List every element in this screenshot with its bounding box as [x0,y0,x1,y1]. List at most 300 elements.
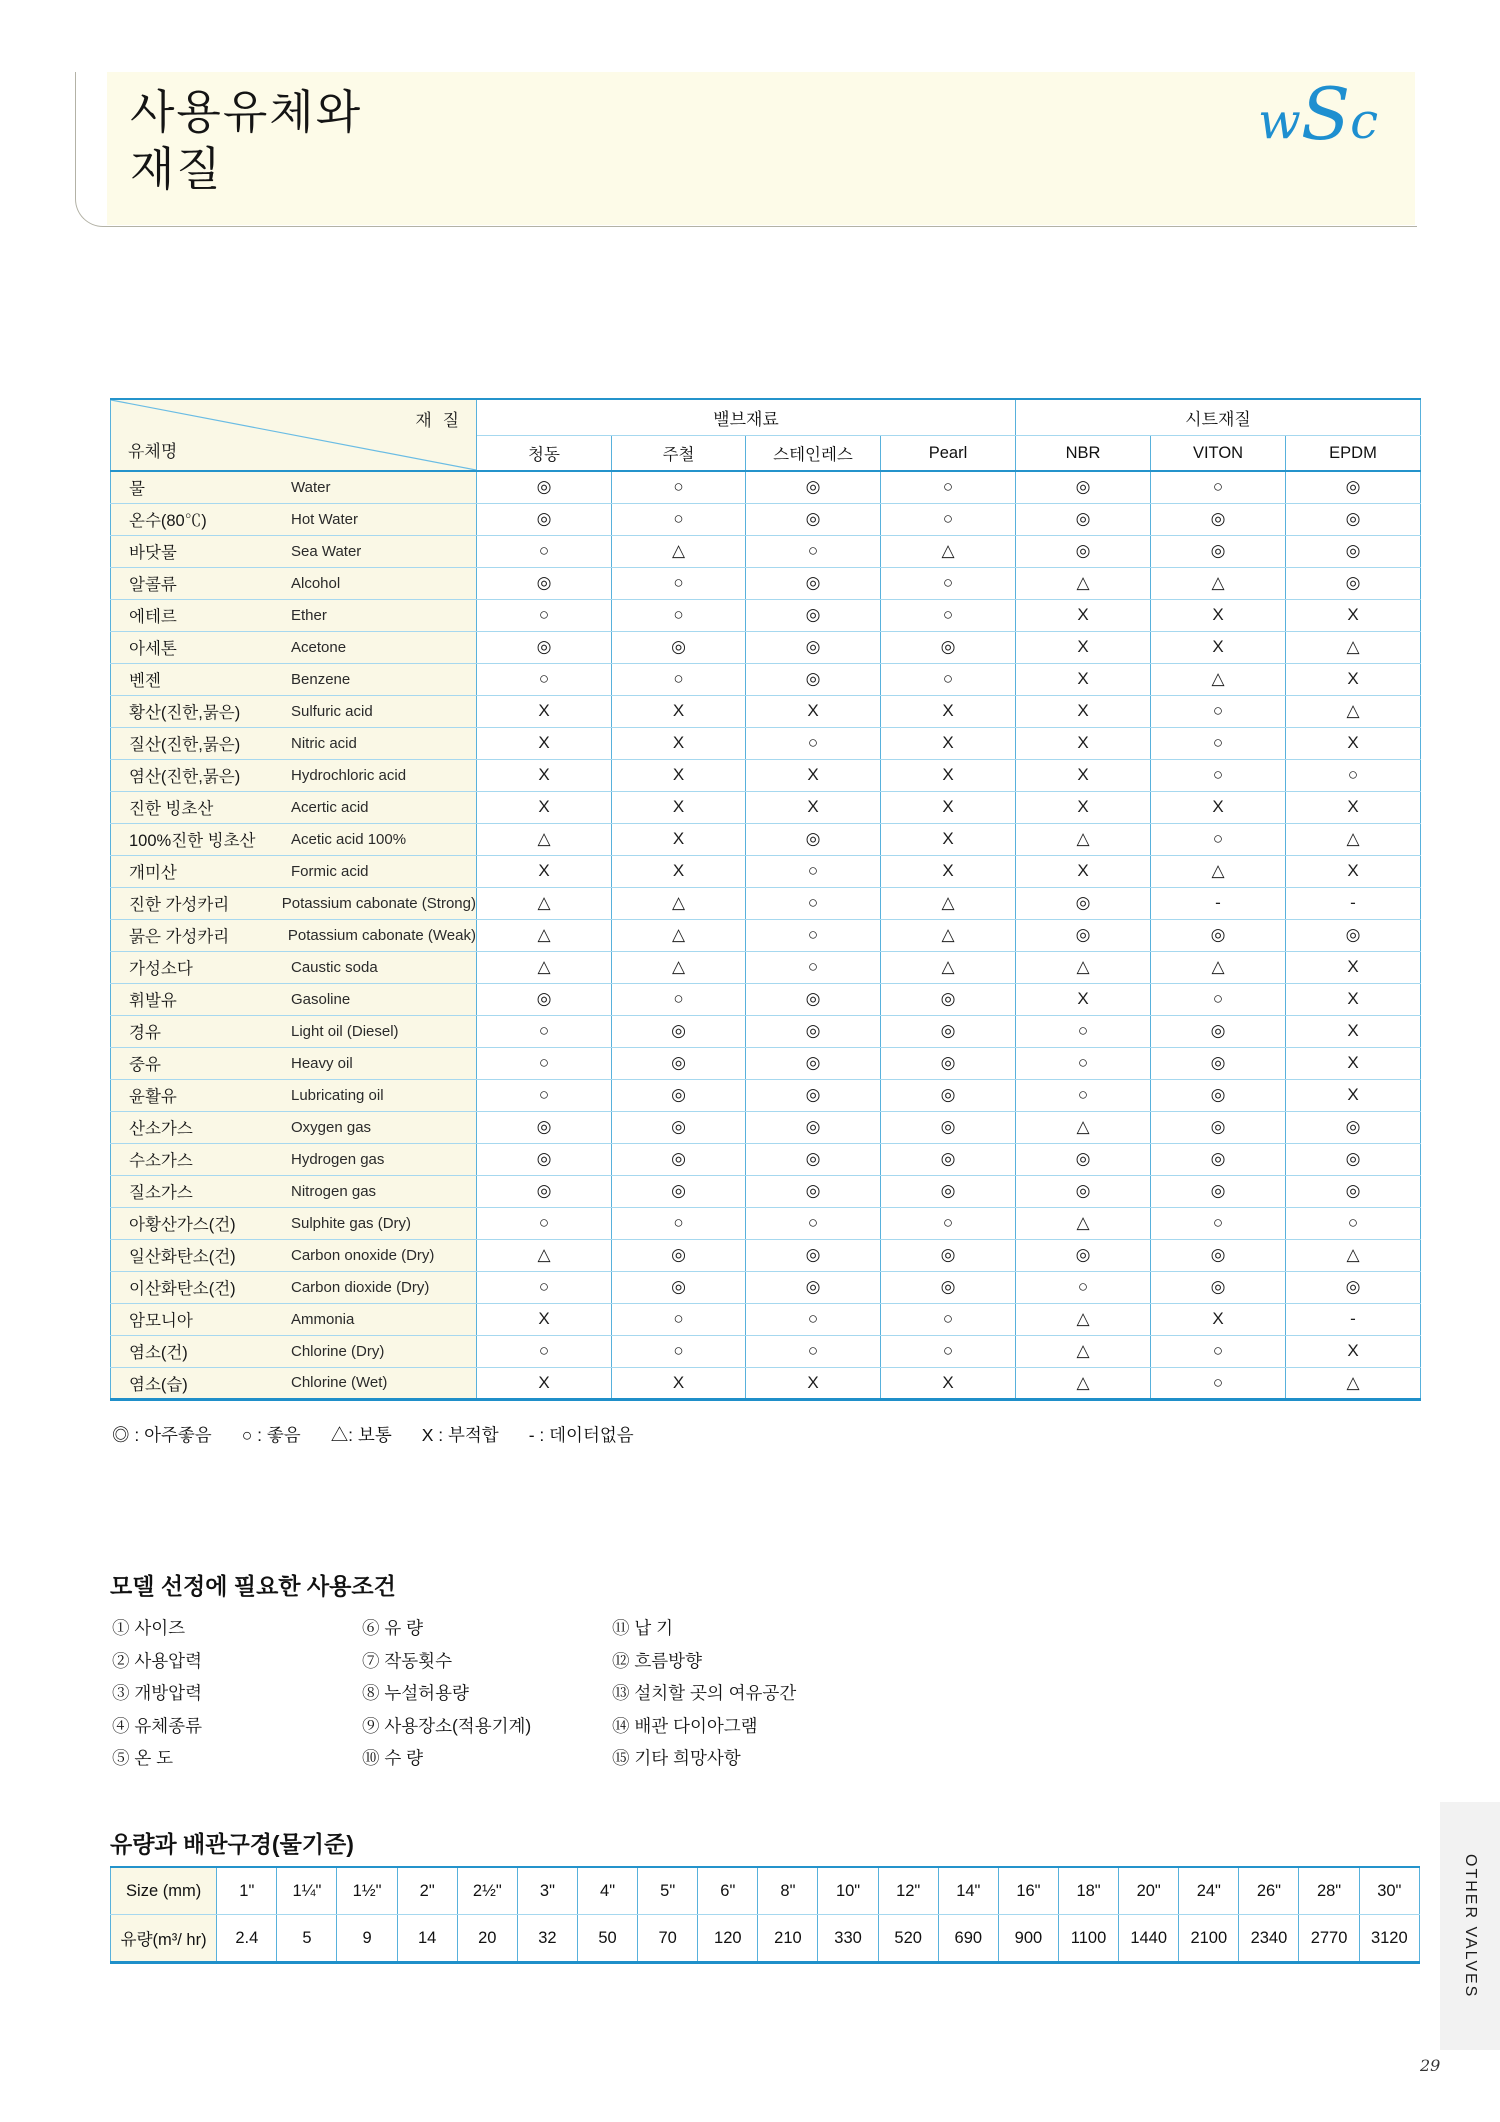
compat-cell: X [612,791,746,823]
fluid-name-en: Acertic acid [291,798,369,816]
compat-cell: X [1286,1015,1421,1047]
flow-size-cell: 3" [517,1867,577,1915]
compat-cell: △ [477,1239,612,1271]
table-row [111,599,1421,631]
compat-cell: X [1016,983,1151,1015]
fluid-name-cell [111,663,477,695]
compat-cell: ○ [1151,727,1286,759]
compat-cell: ◎ [746,1175,881,1207]
fluid-name-kr: 벤젠 [129,672,161,690]
condition-item: ④ 유체종류 [112,1715,202,1736]
compat-cell: △ [1151,663,1286,695]
compat-cell: △ [881,887,1016,919]
compat-cell: X [612,727,746,759]
compat-cell: ○ [612,503,746,535]
flow-value-cell: 2.4 [217,1915,277,1963]
compat-cell: △ [881,535,1016,567]
compat-cell: ◎ [1286,503,1421,535]
compat-cell: ◎ [881,983,1016,1015]
table-row [111,791,1421,823]
compat-cell: X [881,727,1016,759]
compat-cell: X [1016,791,1151,823]
fluid-name-kr: 아황산가스(건) [129,1216,236,1234]
fluid-name-kr: 개미산 [129,864,177,882]
flow-size-cell: 24" [1179,1867,1239,1915]
compat-cell: ○ [612,599,746,631]
flow-value-cell: 3120 [1359,1915,1419,1963]
fluid-name-en: Formic acid [291,862,369,880]
fluid-name-en: Hydrogen gas [291,1150,385,1168]
table-row [111,727,1421,759]
flow-size-cell: 6" [698,1867,758,1915]
conditions-column-2 [362,1612,531,1775]
compat-cell: ○ [881,663,1016,695]
table-row [111,759,1421,791]
logo-letter-s: S [1300,72,1351,156]
compat-cell: ◎ [1016,503,1151,535]
compat-cell: ◎ [1016,1175,1151,1207]
compat-cell: ○ [1151,823,1286,855]
fluid-name-en: Ammonia [291,1310,355,1328]
compat-cell: ◎ [477,471,612,503]
compat-cell: ○ [612,1207,746,1239]
table-row [111,503,1421,535]
compat-cell: - [1286,1303,1421,1335]
compat-cell: ◎ [881,1271,1016,1303]
fluid-name-en: Sea Water [291,542,362,560]
fluid-name-kr: 질소가스 [129,1184,193,1202]
compat-cell: ◎ [477,631,612,663]
fluid-name-cell [111,855,477,887]
compat-cell: X [1151,599,1286,631]
fluid-name-en: Nitrogen gas [291,1182,377,1200]
compat-cell: ○ [477,663,612,695]
table-row [111,855,1421,887]
symbol-legend [112,1422,664,1447]
condition-item: ② 사용압력 [112,1650,202,1671]
page-title-line1: 사용유체와 [130,86,363,138]
table-row [111,1271,1421,1303]
legend-item: X : 부적합 [421,1425,499,1445]
logo-letter-w: w [1258,92,1301,150]
compat-cell: X [612,695,746,727]
fluid-name-kr: 알콜류 [129,576,177,594]
compat-cell: ○ [881,599,1016,631]
table-row [111,1175,1421,1207]
fluid-name-kr: 일산화탄소(건) [129,1248,236,1266]
compat-cell: ○ [1151,1367,1286,1399]
compat-cell: △ [1016,1367,1151,1399]
compat-cell: ○ [746,1335,881,1367]
flow-value-cell: 5 [277,1915,337,1963]
compat-cell: ○ [1151,695,1286,727]
column-header-pearl: Pearl [881,436,1016,472]
flow-value-cell: 1100 [1058,1915,1118,1963]
compat-cell: ◎ [612,1079,746,1111]
compat-cell: △ [1016,1207,1151,1239]
compat-cell: ○ [477,1047,612,1079]
flow-size-cell: 18" [1058,1867,1118,1915]
flow-value-cell: 330 [818,1915,878,1963]
fluid-name-en: Chlorine (Dry) [291,1342,385,1360]
compat-cell: ○ [746,1207,881,1239]
fluid-name-cell [111,791,477,823]
compat-cell: ○ [1016,1015,1151,1047]
fluid-name-kr: 염소(건) [129,1344,188,1362]
fluid-name-cell [111,887,477,919]
page-title-line2: 재질 [130,143,223,195]
compat-cell: X [1016,695,1151,727]
compat-cell: ◎ [612,631,746,663]
legend-item: - : 데이터없음 [528,1425,634,1445]
compat-cell: X [612,855,746,887]
compat-cell: X [1286,951,1421,983]
fluid-name-cell [111,759,477,791]
table-row [111,1207,1421,1239]
compat-cell: ○ [881,1303,1016,1335]
compat-cell: X [1151,1303,1286,1335]
fluid-name-en: Ether [291,606,327,624]
flow-value-cell: 520 [878,1915,938,1963]
fluid-name-kr: 염소(습) [129,1375,188,1394]
fluid-name-en: Acetic acid 100% [291,830,407,848]
compat-cell: X [1286,855,1421,887]
compat-cell: X [1016,855,1151,887]
flow-value-cell: 2770 [1299,1915,1359,1963]
compat-cell: ◎ [746,1079,881,1111]
compat-cell: △ [477,823,612,855]
compat-cell: ◎ [746,503,881,535]
compat-cell: ○ [612,567,746,599]
conditions-column-3 [612,1612,796,1775]
compat-cell: X [1016,631,1151,663]
compat-cell: X [477,791,612,823]
compat-cell: X [612,823,746,855]
compat-cell: ◎ [746,1143,881,1175]
compat-cell: ◎ [1286,567,1421,599]
compat-cell: ◎ [746,631,881,663]
fluid-name-cell [111,1079,477,1111]
fluid-name-cell [111,599,477,631]
compat-cell: ◎ [1286,1175,1421,1207]
compat-cell: △ [477,951,612,983]
fluid-name-kr: 100%진한 빙초산 [129,832,256,850]
flow-size-cell: 14" [938,1867,998,1915]
compat-cell: - [1151,887,1286,919]
compat-cell: X [1286,1047,1421,1079]
compat-cell: ◎ [881,1079,1016,1111]
fluid-name-cell [111,1143,477,1175]
table-row [111,535,1421,567]
fluid-name-cell [111,1047,477,1079]
fluid-name-cell [111,1239,477,1271]
compat-cell: ○ [1286,759,1421,791]
conditions-column-1 [112,1612,202,1775]
compat-cell: X [477,727,612,759]
condition-item: ① 사이즈 [112,1618,186,1638]
compat-cell: ○ [1151,471,1286,503]
compat-cell: X [1151,791,1286,823]
compat-cell: ○ [612,663,746,695]
flow-size-header: Size (mm) [111,1867,217,1915]
fluid-name-en: Nitric acid [291,734,357,752]
side-tab-other-valves [1440,1802,1500,2050]
fluid-name-kr: 경유 [129,1024,161,1042]
compat-cell: ◎ [746,663,881,695]
condition-item: ⑧ 누설허용량 [362,1683,469,1703]
compat-cell: ◎ [746,1015,881,1047]
compat-cell: ◎ [746,1271,881,1303]
fluid-name-cell [111,471,477,503]
compat-cell: ◎ [612,1143,746,1175]
fluid-name-cell [111,1335,477,1367]
compat-cell: ◎ [1286,1111,1421,1143]
fluid-name-kr: 가성소다 [129,960,193,978]
condition-item: ⑮ 기타 희망사항 [612,1748,741,1768]
condition-item: ③ 개방압력 [112,1683,202,1703]
compat-cell: ○ [881,503,1016,535]
compat-cell: X [1016,759,1151,791]
fluid-name-kr: 황산(진한,묽은) [129,704,241,722]
fluid-name-kr: 염산(진한,묽은) [129,768,241,786]
fluid-name-en: Alcohol [291,574,341,592]
compat-cell: ○ [746,887,881,919]
group-header-row [111,399,1421,436]
compat-cell: X [746,791,881,823]
table-row [111,567,1421,599]
fluid-name-cell [111,567,477,599]
fluid-name-en: Gasoline [291,990,351,1008]
column-header-stainless: 스테인레스 [746,436,881,472]
fluid-name-en: Heavy oil [291,1054,353,1072]
fluid-name-kr: 진한 빙초산 [129,800,214,818]
table-row [111,951,1421,983]
compat-cell: X [881,823,1016,855]
compat-cell: X [1016,663,1151,695]
compat-cell: ◎ [746,1047,881,1079]
compat-cell: ◎ [612,1271,746,1303]
compat-cell: ◎ [612,1047,746,1079]
condition-item: ⑦ 작동횟수 [362,1650,452,1671]
compat-cell: ○ [1151,983,1286,1015]
table-row [111,695,1421,727]
compat-cell: X [477,855,612,887]
compat-cell: ◎ [612,1239,746,1271]
fluid-name-cell [111,535,477,567]
compat-cell: △ [612,951,746,983]
table-row [111,631,1421,663]
fluid-name-en: Light oil (Diesel) [291,1022,399,1040]
compat-cell: △ [1016,567,1151,599]
fluid-name-cell [111,727,477,759]
fluid-name-kr: 이산화탄소(건) [129,1280,236,1298]
flow-size-cell: 4" [577,1867,637,1915]
table-row [111,1367,1421,1399]
table-row [111,1047,1421,1079]
compat-cell: ◎ [881,631,1016,663]
compat-cell: ○ [881,1335,1016,1367]
fluid-name-cell [111,503,477,535]
compat-cell: ◎ [1151,1143,1286,1175]
compat-cell: △ [1151,567,1286,599]
group-header-valve-material: 밸브재료 [477,399,1016,436]
legend-item: ○ : 좋음 [241,1425,301,1445]
table-row [111,471,1421,503]
table-row [111,1111,1421,1143]
compat-cell: X [1151,631,1286,663]
compat-cell: ◎ [1016,1239,1151,1271]
compat-cell: ◎ [1151,1111,1286,1143]
fluid-name-en: Acetone [291,638,347,656]
compat-cell: ◎ [881,1047,1016,1079]
compat-cell: ◎ [477,1175,612,1207]
compat-cell: △ [1151,951,1286,983]
fluid-name-en: Chlorine (Wet) [291,1374,388,1391]
compat-cell: ○ [612,1303,746,1335]
compat-cell: ◎ [1016,471,1151,503]
compat-cell: ◎ [1151,919,1286,951]
flow-value-cell: 2340 [1239,1915,1299,1963]
compat-cell: △ [1286,1239,1421,1271]
fluid-name-kr: 휘발유 [129,992,177,1010]
fluid-name-cell [111,919,477,951]
compat-cell: X [1286,791,1421,823]
compat-cell: ○ [746,919,881,951]
fluid-name-kr: 아세톤 [129,640,177,658]
compat-cell: △ [1016,951,1151,983]
fluid-name-kr: 산소가스 [129,1120,193,1138]
compat-cell: ◎ [1016,535,1151,567]
compat-cell: X [746,1367,881,1399]
compat-cell: ○ [477,1207,612,1239]
compat-cell: ○ [477,1015,612,1047]
page-title [130,84,362,198]
compat-cell: X [477,759,612,791]
fluid-name-en: Hydrochloric acid [291,766,407,784]
compat-cell: △ [1016,1303,1151,1335]
condition-item: ⑫ 흐름방향 [612,1650,702,1671]
compat-cell: X [612,759,746,791]
compat-cell: ◎ [746,471,881,503]
compat-cell: ○ [612,1335,746,1367]
compat-cell: △ [1286,823,1421,855]
compat-cell: ◎ [1286,1271,1421,1303]
compat-cell: ◎ [881,1143,1016,1175]
compat-cell: X [1016,727,1151,759]
fluid-name-kr: 수소가스 [129,1152,193,1170]
compat-cell: ◎ [746,823,881,855]
fluid-name-kr: 암모니아 [129,1312,193,1330]
table-row [111,823,1421,855]
fluid-name-en: Carbon dioxide (Dry) [291,1278,430,1296]
flow-value-cell: 70 [638,1915,698,1963]
compat-cell: △ [1286,1367,1421,1399]
compat-cell: ◎ [1151,1175,1286,1207]
compat-cell: △ [1286,631,1421,663]
flow-size-cell: 12" [878,1867,938,1915]
condition-item: ⑪ 납 기 [612,1618,674,1638]
compat-cell: ◎ [1151,503,1286,535]
compat-cell: ○ [477,599,612,631]
compat-cell: ◎ [1016,887,1151,919]
compat-cell: ◎ [746,983,881,1015]
fluid-name-en: Benzene [291,670,351,688]
flow-value-cell: 14 [397,1915,457,1963]
fluid-name-en: Oxygen gas [291,1118,372,1136]
compat-cell: △ [1016,1111,1151,1143]
fluid-name-cell [111,1111,477,1143]
compat-cell: X [612,1367,746,1399]
fluid-name-kr: 질산(진한,묽은) [129,736,241,754]
compat-cell: X [477,695,612,727]
compat-cell: X [1286,599,1421,631]
compat-cell: ◎ [746,1111,881,1143]
table-row [111,663,1421,695]
fluid-name-en: Caustic soda [291,958,378,976]
compat-cell: △ [612,887,746,919]
fluid-name-cell [111,1303,477,1335]
fluid-name-cell [111,983,477,1015]
flow-table [110,1866,1420,1964]
fluid-name-en: Water [291,478,331,496]
compat-cell: ○ [1016,1079,1151,1111]
compat-cell: ◎ [746,599,881,631]
compat-cell: ○ [746,1303,881,1335]
compat-cell: ○ [1016,1047,1151,1079]
flow-value-header: 유량(m³/ hr) [111,1915,217,1963]
fluid-name-cell [111,1207,477,1239]
compat-cell: X [1286,1335,1421,1367]
compat-cell: X [1286,983,1421,1015]
compat-cell: △ [477,887,612,919]
flow-size-cell: 1" [217,1867,277,1915]
column-header-nbr: NBR [1016,436,1151,472]
compat-cell: ○ [746,727,881,759]
flow-size-row [111,1867,1420,1915]
flow-size-cell: 8" [758,1867,818,1915]
compat-cell: ◎ [881,1111,1016,1143]
fluid-name-en: Sulfuric acid [291,702,373,720]
compat-cell: ◎ [1151,1047,1286,1079]
fluid-name-kr: 물 [129,480,145,499]
flow-size-cell: 1½" [337,1867,397,1915]
fluid-name-kr: 진한 가성카리 [129,896,230,914]
compat-cell: ◎ [612,1015,746,1047]
flow-size-cell: 26" [1239,1867,1299,1915]
compat-cell: ○ [612,471,746,503]
compat-cell: △ [1286,695,1421,727]
fluid-name-kr: 중유 [129,1056,161,1074]
compat-cell: ○ [477,1079,612,1111]
compat-cell: ◎ [746,567,881,599]
compat-cell: ◎ [1151,1015,1286,1047]
compat-cell: ○ [477,1271,612,1303]
fluid-name-kr: 에테르 [129,608,177,626]
compat-cell: ◎ [477,1111,612,1143]
condition-item: ⑭ 배관 다이아그램 [612,1715,758,1736]
compat-cell: △ [612,535,746,567]
compat-cell: ◎ [1286,919,1421,951]
fluid-name-cell [111,695,477,727]
fluid-name-kr: 온수(80℃) [129,512,207,530]
compat-cell: ○ [881,471,1016,503]
condition-item: ⑨ 사용장소(적용기계) [362,1715,532,1736]
flow-value-cell: 50 [577,1915,637,1963]
compatibility-table [110,398,1421,1401]
fluid-name-cell [111,631,477,663]
compat-cell: X [477,1303,612,1335]
compat-cell: ◎ [1151,535,1286,567]
